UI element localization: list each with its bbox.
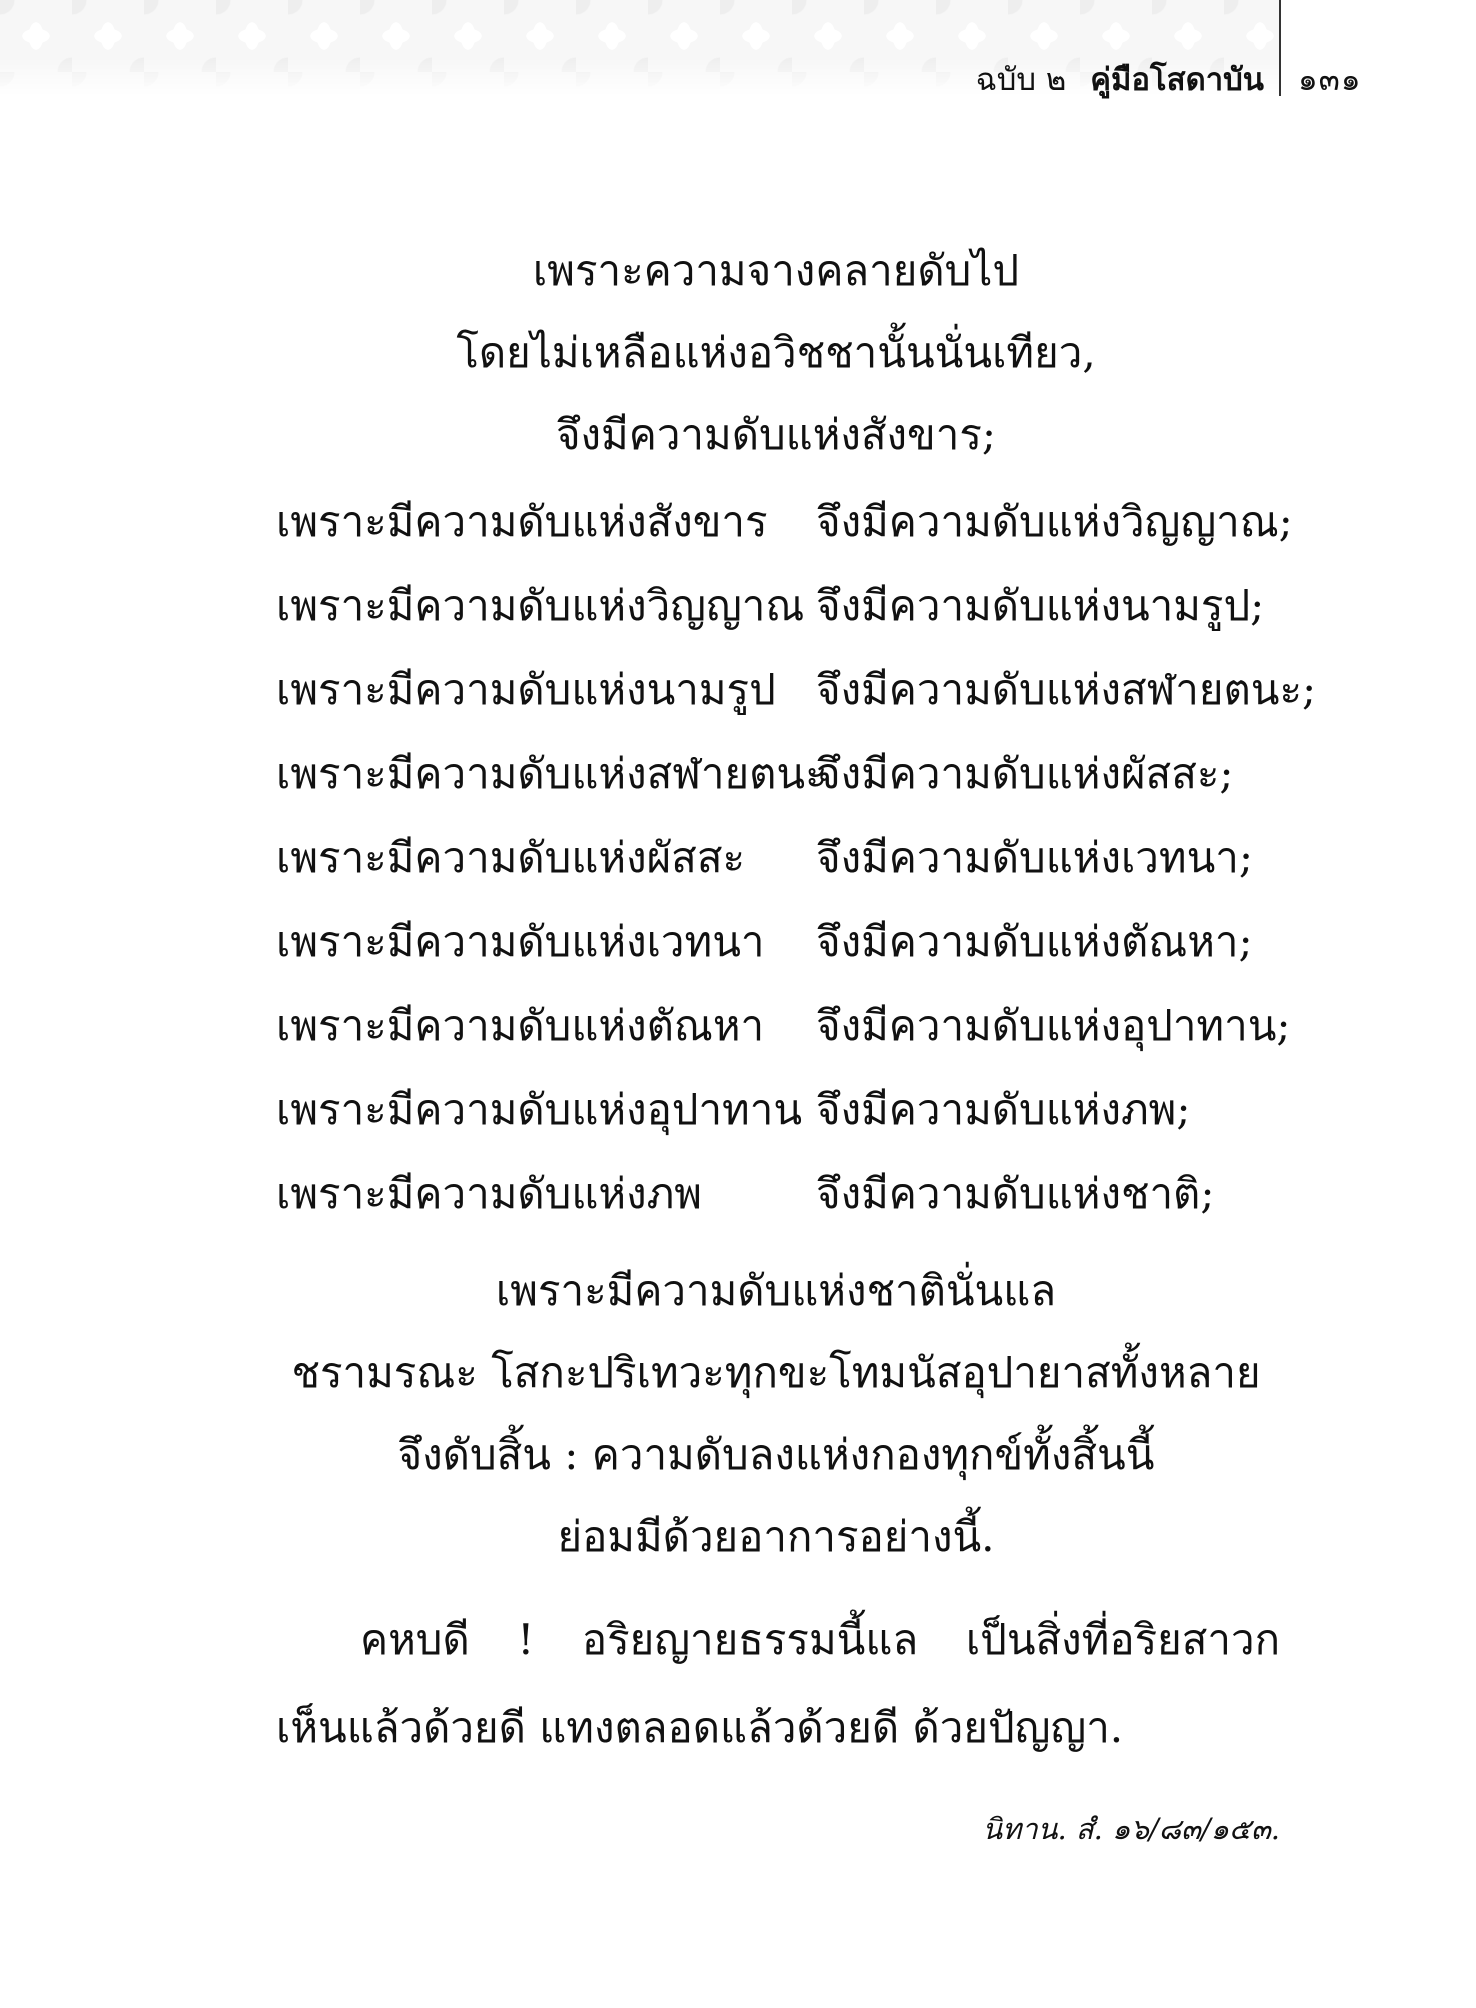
running-header <box>976 60 1264 100</box>
conclusion-line: ชรามรณะ โสกะปริเทวะทุกขะโทมนัสอุปายาสทั้งหลาย <box>291 1348 1261 1397</box>
chain-effect: จึงมีความดับแห่งชาติ; <box>816 1169 1215 1218</box>
intro-verse <box>276 230 1276 476</box>
closing-paragraph <box>276 1596 1280 1772</box>
conclusion-verse <box>276 1250 1276 1578</box>
conclusion-line: ย่อมมีด้วยอาการอย่างนี้. <box>557 1512 995 1561</box>
chain-cause: เพราะมีความดับแห่งอุปาทาน <box>276 1085 803 1134</box>
chain-cause: เพราะมีความดับแห่งสฬายตนะ <box>276 749 828 798</box>
conclusion-line: เพราะมีความดับแห่งชาตินั่นแล <box>495 1266 1057 1315</box>
chain-cause: เพราะมีความดับแห่งนามรูป <box>276 665 776 714</box>
paragraph-word: เป็นสิ่งที่อริยสาวก <box>965 1615 1280 1664</box>
page-number: ๑๓๑ <box>1298 62 1362 98</box>
chain-row <box>276 732 1286 816</box>
cessation-chain <box>276 480 1317 1236</box>
chain-effect: จึงมีความดับแห่งสฬายตนะ; <box>816 665 1317 714</box>
source-citation: นิทาน. สํ. ๑๖/๘๓/๑๕๓. <box>982 1812 1280 1846</box>
paragraph-word: ! <box>517 1615 535 1664</box>
paragraph-word: คหบดี <box>360 1615 470 1664</box>
chain-effect: จึงมีความดับแห่งภพ; <box>816 1085 1191 1134</box>
chain-effect: จึงมีความดับแห่งวิญญาณ; <box>816 497 1293 546</box>
conclusion-line: จึงดับสิ้น : ความดับลงแห่งกองทุกข์ทั้งสิ้นนี้ <box>397 1430 1155 1479</box>
chain-effect: จึงมีความดับแห่งตัณหา; <box>816 917 1253 966</box>
chain-cause: เพราะมีความดับแห่งสังขาร <box>276 497 768 546</box>
chain-cause: เพราะมีความดับแห่งเวทนา <box>276 917 765 966</box>
edition-label: ฉบับ ๒ <box>975 62 1067 98</box>
chain-cause: เพราะมีความดับแห่งภพ <box>276 1169 702 1218</box>
header-divider <box>1279 0 1281 96</box>
chain-row <box>276 900 1286 984</box>
intro-line: จึงมีความดับแห่งสังขาร; <box>555 410 997 459</box>
chain-effect: จึงมีความดับแห่งนามรูป; <box>816 581 1265 630</box>
intro-line: เพราะความจางคลายดับไป <box>532 246 1020 295</box>
chain-row <box>276 1068 1286 1152</box>
chain-cause: เพราะมีความดับแห่งวิญญาณ <box>276 581 805 630</box>
chain-cause: เพราะมีความดับแห่งผัสสะ <box>276 833 746 882</box>
chain-row <box>276 1152 1286 1236</box>
paragraph-line <box>276 1596 1280 1684</box>
chain-row <box>276 564 1286 648</box>
chain-row <box>276 984 1291 1068</box>
chain-row <box>276 480 1293 564</box>
chain-effect: จึงมีความดับแห่งอุปาทาน; <box>816 1001 1291 1050</box>
intro-line: โดยไม่เหลือแห่งอวิชชานั้นนั่นเทียว, <box>456 328 1096 377</box>
paragraph-line: เห็นแล้วด้วยดี แทงตลอดแล้วด้วยดี ด้วยปัญญา. <box>276 1703 1124 1752</box>
chain-effect: จึงมีความดับแห่งผัสสะ; <box>816 749 1234 798</box>
book-title: คู่มือโสดาบัน <box>1090 62 1264 98</box>
chain-row <box>276 816 1286 900</box>
chain-effect: จึงมีความดับแห่งเวทนา; <box>816 833 1254 882</box>
chain-row <box>276 648 1317 732</box>
paragraph-word: อริยญายธรรมนี้แล <box>581 1615 919 1664</box>
chain-cause: เพราะมีความดับแห่งตัณหา <box>276 1001 765 1050</box>
